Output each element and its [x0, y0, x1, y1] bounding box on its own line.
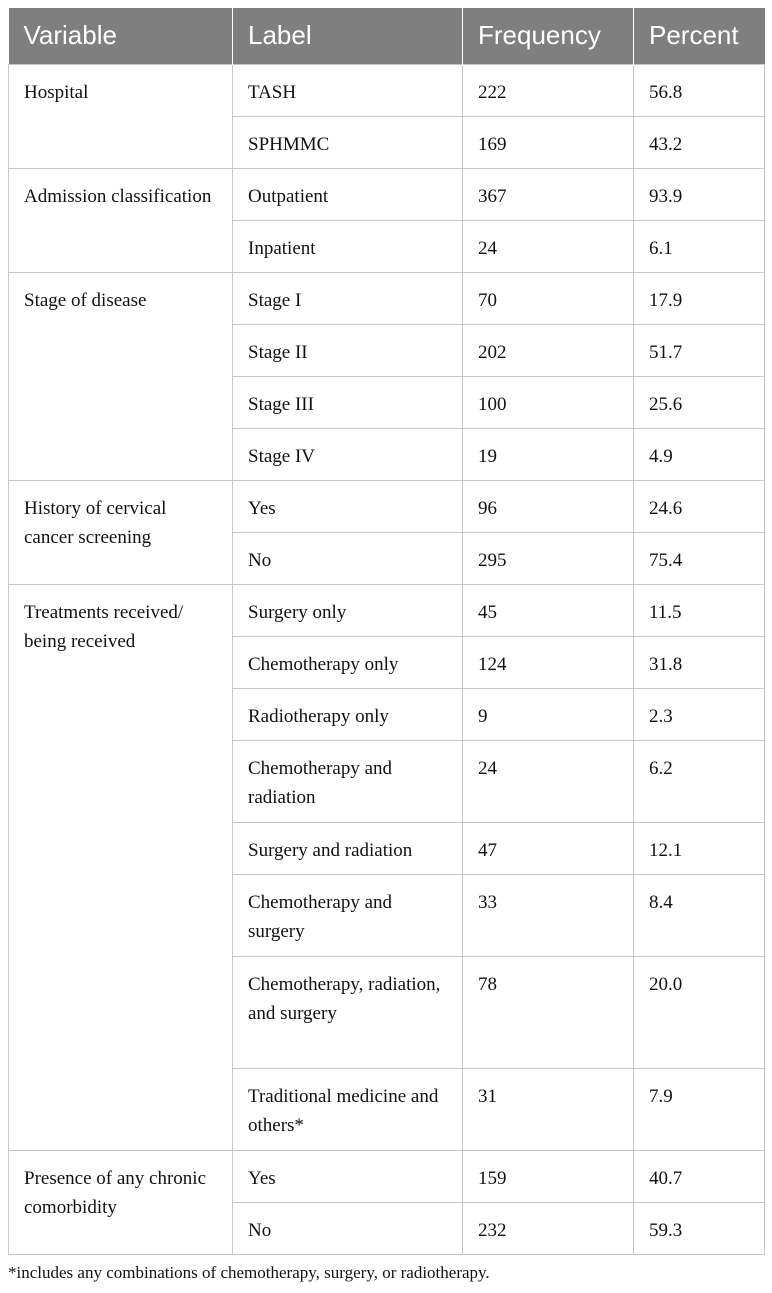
frequency-cell: 9 — [463, 688, 634, 740]
percent-cell: 6.2 — [634, 740, 765, 822]
table-row — [9, 584, 765, 636]
label-cell: Stage IV — [233, 428, 463, 480]
label-cell: Chemotherapy and radiation — [233, 740, 463, 822]
label-cell: Stage III — [233, 376, 463, 428]
percent-cell: 6.1 — [634, 220, 765, 272]
label-cell: Surgery only — [233, 584, 463, 636]
percent-cell: 25.6 — [634, 376, 765, 428]
frequency-cell: 33 — [463, 874, 634, 956]
footnote: *includes any combinations of chemotherapy, surgery, or radiotherapy. — [8, 1263, 490, 1282]
frequency-cell: 19 — [463, 428, 634, 480]
header-row — [9, 8, 765, 64]
frequency-cell: 367 — [463, 168, 634, 220]
header-variable: Variable — [9, 8, 233, 64]
variable-cell: Presence of any chronic comorbidity — [9, 1150, 233, 1254]
percent-cell: 40.7 — [634, 1150, 765, 1202]
frequency-cell: 31 — [463, 1068, 634, 1150]
percent-cell: 2.3 — [634, 688, 765, 740]
frequency-cell: 78 — [463, 956, 634, 1068]
label-cell: Stage II — [233, 324, 463, 376]
header-frequency: Frequency — [463, 8, 634, 64]
percent-cell: 93.9 — [634, 168, 765, 220]
frequency-cell: 232 — [463, 1202, 634, 1254]
label-cell: Surgery and radiation — [233, 822, 463, 874]
percent-cell: 4.9 — [634, 428, 765, 480]
label-cell: SPHMMC — [233, 116, 463, 168]
percent-cell: 8.4 — [634, 874, 765, 956]
percent-cell: 20.0 — [634, 956, 765, 1068]
label-cell: Chemotherapy only — [233, 636, 463, 688]
label-cell: Yes — [233, 480, 463, 532]
table-row — [9, 272, 765, 324]
frequency-cell: 45 — [463, 584, 634, 636]
label-cell: No — [233, 532, 463, 584]
frequency-cell: 222 — [463, 64, 634, 116]
frequency-cell: 70 — [463, 272, 634, 324]
percent-cell: 51.7 — [634, 324, 765, 376]
label-cell: No — [233, 1202, 463, 1254]
table-row — [9, 64, 765, 116]
percent-cell: 31.8 — [634, 636, 765, 688]
frequency-cell: 159 — [463, 1150, 634, 1202]
label-cell: Chemotherapy, radiation, and surgery — [233, 956, 463, 1068]
variable-cell: Treatments received/ being received — [9, 584, 233, 1150]
label-cell: Outpatient — [233, 168, 463, 220]
variable-cell: History of cervical cancer screening — [9, 480, 233, 584]
data-table — [8, 8, 765, 1255]
percent-cell: 12.1 — [634, 822, 765, 874]
variable-cell: Stage of disease — [9, 272, 233, 480]
frequency-cell: 202 — [463, 324, 634, 376]
frequency-cell: 47 — [463, 822, 634, 874]
label-cell: TASH — [233, 64, 463, 116]
label-cell: Chemotherapy and surgery — [233, 874, 463, 956]
label-cell: Yes — [233, 1150, 463, 1202]
percent-cell: 17.9 — [634, 272, 765, 324]
percent-cell: 56.8 — [634, 64, 765, 116]
percent-cell: 7.9 — [634, 1068, 765, 1150]
percent-cell: 59.3 — [634, 1202, 765, 1254]
table-row — [9, 1150, 765, 1202]
percent-cell: 43.2 — [634, 116, 765, 168]
frequency-cell: 169 — [463, 116, 634, 168]
data-table-container — [8, 8, 764, 1255]
table-row — [9, 168, 765, 220]
frequency-cell: 24 — [463, 740, 634, 822]
percent-cell: 24.6 — [634, 480, 765, 532]
frequency-cell: 295 — [463, 532, 634, 584]
header-percent: Percent — [634, 8, 765, 64]
header-label: Label — [233, 8, 463, 64]
percent-cell: 11.5 — [634, 584, 765, 636]
table-body — [9, 64, 765, 1254]
table-row — [9, 480, 765, 532]
label-cell: Radiotherapy only — [233, 688, 463, 740]
variable-cell: Hospital — [9, 64, 233, 168]
frequency-cell: 124 — [463, 636, 634, 688]
label-cell: Traditional medicine and others* — [233, 1068, 463, 1150]
variable-cell: Admission classification — [9, 168, 233, 272]
frequency-cell: 96 — [463, 480, 634, 532]
frequency-cell: 100 — [463, 376, 634, 428]
frequency-cell: 24 — [463, 220, 634, 272]
label-cell: Inpatient — [233, 220, 463, 272]
percent-cell: 75.4 — [634, 532, 765, 584]
label-cell: Stage I — [233, 272, 463, 324]
